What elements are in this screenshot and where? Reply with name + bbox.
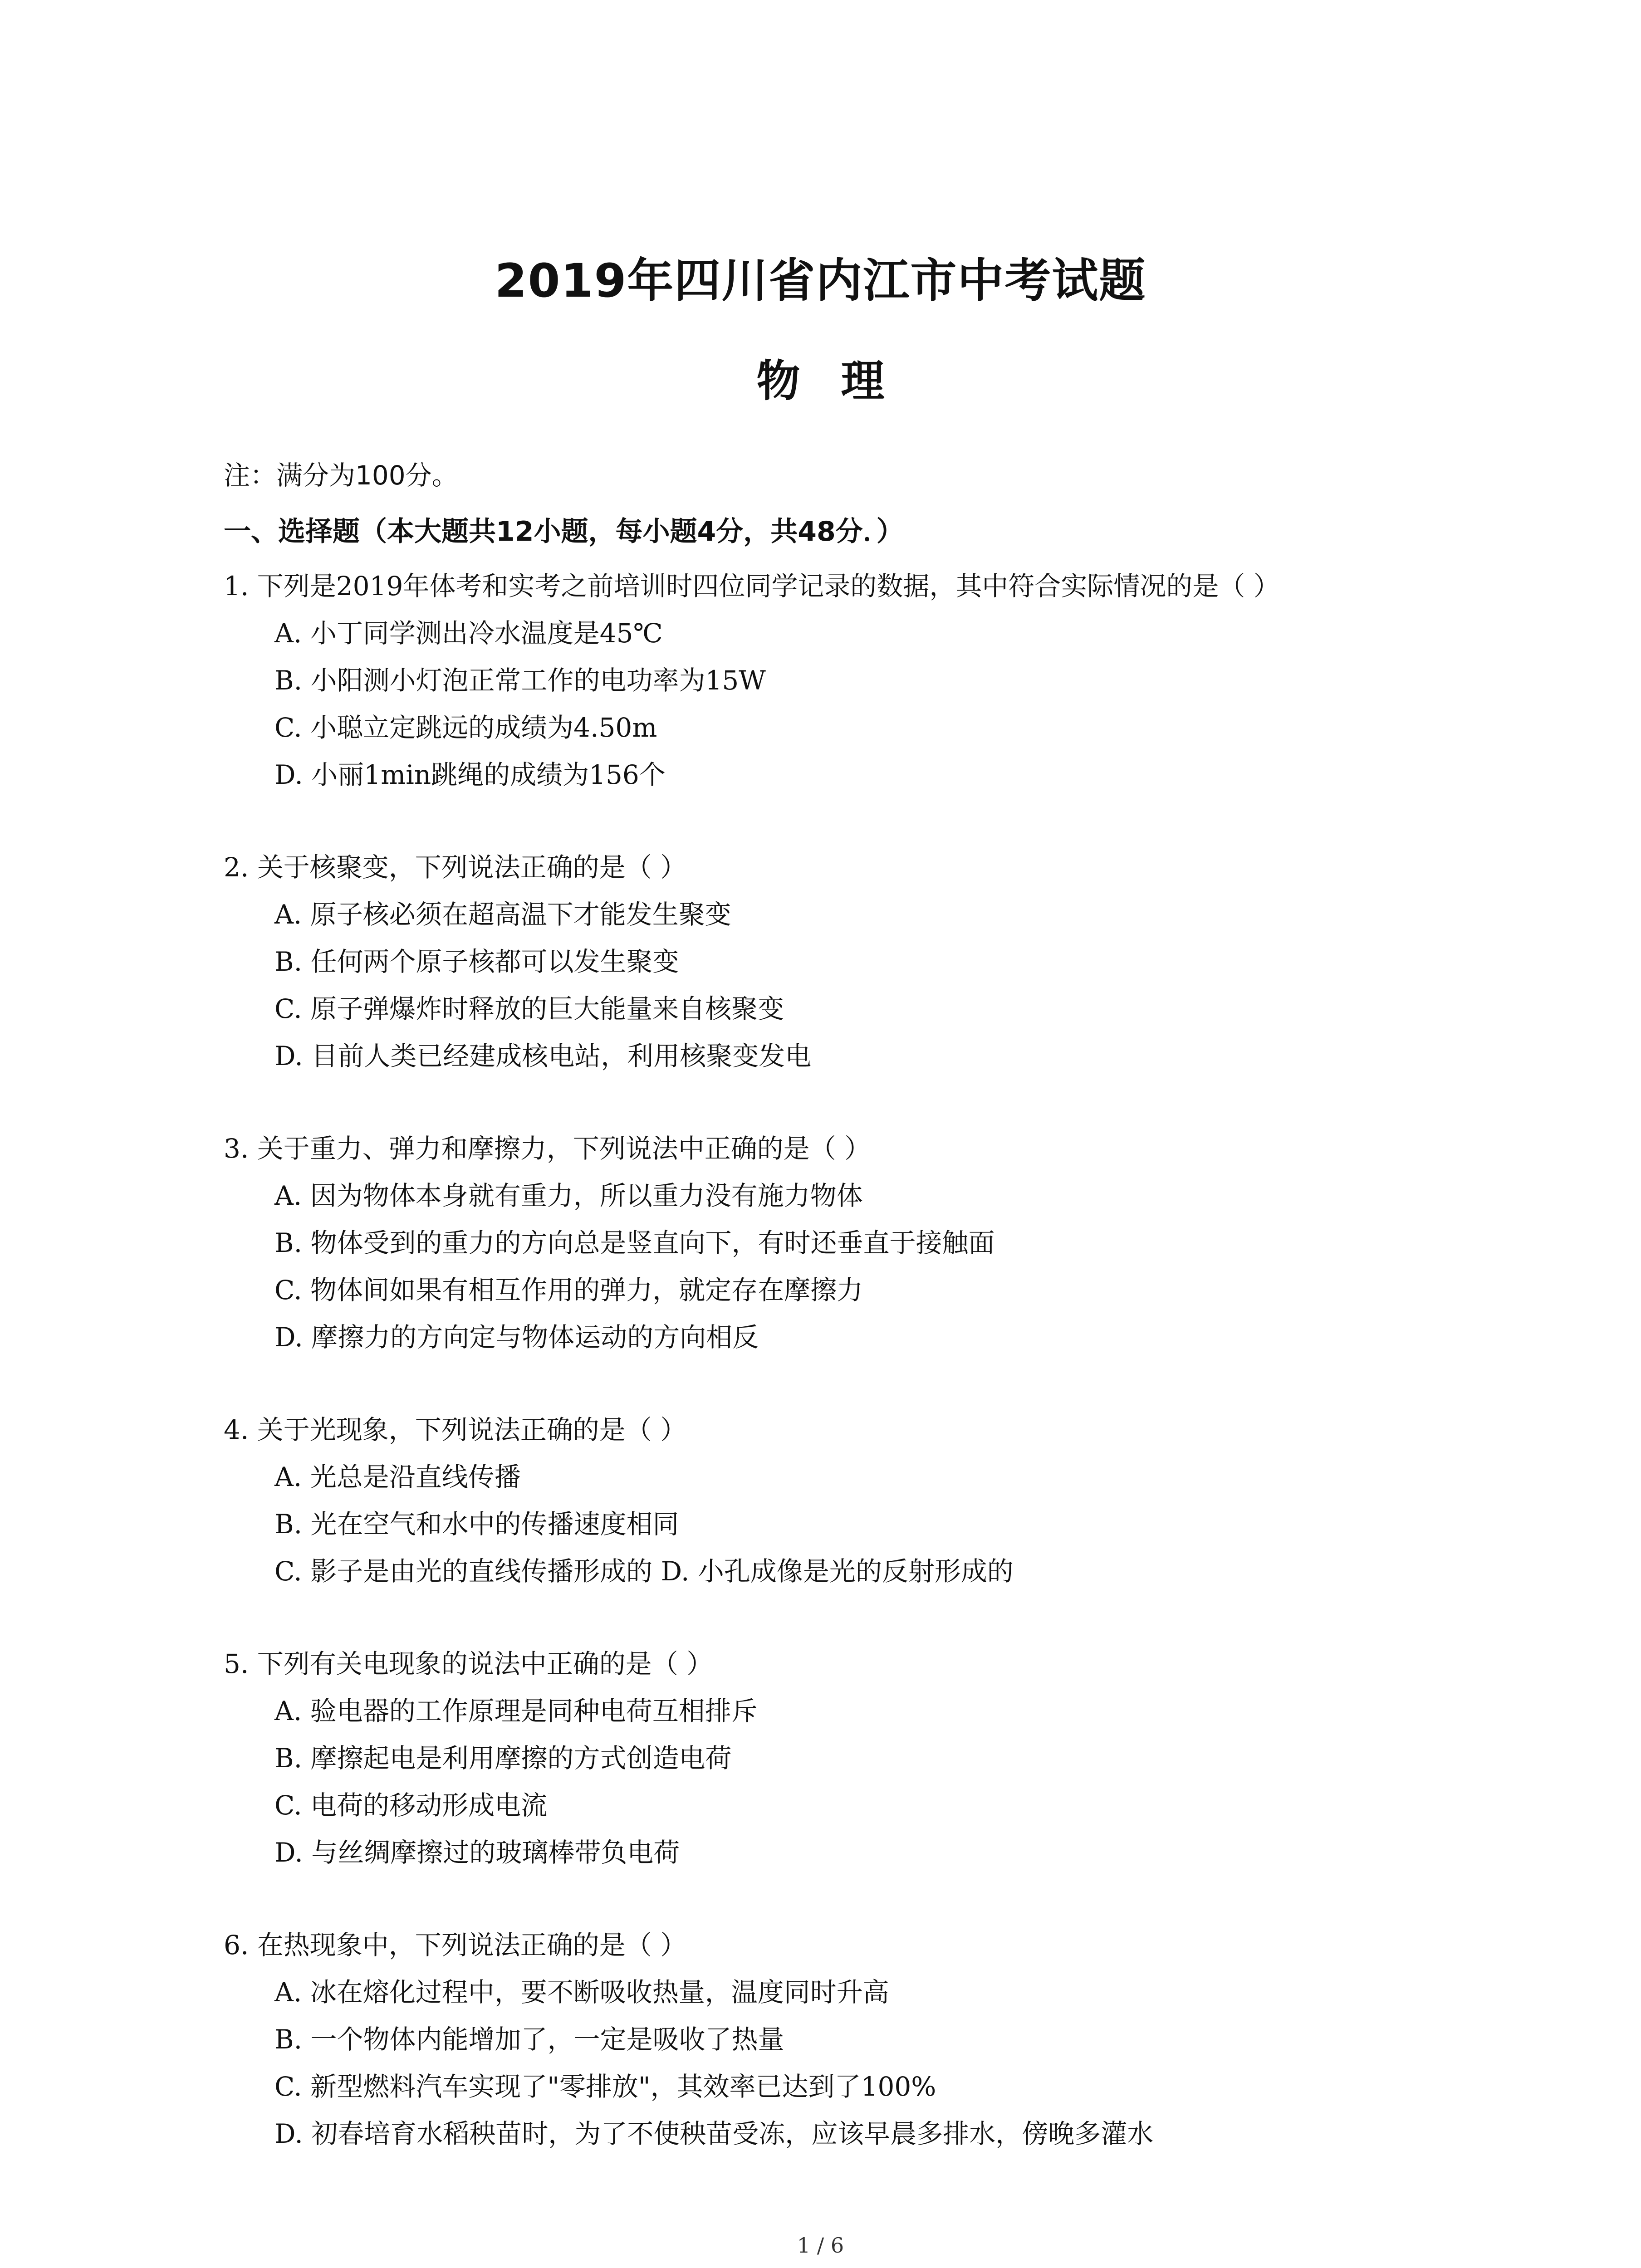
option-c: C. 电荷的移动形成电流 xyxy=(274,1790,548,1821)
section-heading: 一、选择题（本大题共12小题，每小题4分，共48分．） xyxy=(224,516,904,547)
option-c: C. 影子是由光的直线传播形成的 D. 小孔成像是光的反射形成的 xyxy=(274,1556,1014,1587)
option-d: D. 初春培育水稻秧苗时，为了不使秧苗受冻，应该早晨多排水，傍晚多灌水 xyxy=(274,2118,1154,2149)
option-d: D. 与丝绸摩擦过的玻璃棒带负电荷 xyxy=(274,1837,680,1868)
option-a: A. 冰在熔化过程中，要不断吸收热量，温度同时升高 xyxy=(274,1977,889,2008)
question-4 xyxy=(224,1406,1449,1595)
option-b: B. 一个物体内能增加了，一定是吸收了热量 xyxy=(274,2024,784,2055)
option-a: A. 小丁同学测出冷水温度是45℃ xyxy=(274,618,663,649)
subject-title: 物理 xyxy=(756,356,926,406)
question-6 xyxy=(224,1921,1449,2157)
option-a: A. 验电器的工作原理是同种电荷互相排斥 xyxy=(274,1696,758,1726)
page-number: 1 / 6 xyxy=(797,2233,844,2258)
question-list xyxy=(224,562,1449,2203)
option-b: B. 光在空气和水中的传播速度相同 xyxy=(274,1509,679,1540)
option-c: C. 物体间如果有相互作用的弹力，就定存在摩擦力 xyxy=(274,1275,863,1305)
option-b: B. 物体受到的重力的方向总是竖直向下，有时还垂直于接触面 xyxy=(274,1227,995,1258)
option-a: A. 光总是沿直线传播 xyxy=(274,1461,521,1492)
option-c: C. 小聪立定跳远的成绩为4.50m xyxy=(274,712,657,743)
question-stem: 4. 关于光现象，下列说法正确的是（ ） xyxy=(224,1414,687,1445)
option-c: C. 原子弹爆炸时释放的巨大能量来自核聚变 xyxy=(274,993,784,1024)
option-a: A. 因为物体本身就有重力，所以重力没有施力物体 xyxy=(274,1180,863,1211)
option-b: B. 摩擦起电是利用摩擦的方式创造电荷 xyxy=(274,1743,732,1774)
document-title: 2019年四川省内江市中考试题 xyxy=(495,254,1146,308)
question-2 xyxy=(224,844,1449,1080)
question-stem: 2. 关于核聚变，下列说法正确的是（ ） xyxy=(224,852,687,883)
option-c: C. 新型燃料汽车实现了"零排放"，其效率已达到了100% xyxy=(274,2071,936,2102)
question-1 xyxy=(224,562,1449,798)
score-note: 注：满分为100分。 xyxy=(224,460,458,491)
option-d: D. 目前人类已经建成核电站，利用核聚变发电 xyxy=(274,1041,812,1071)
option-a: A. 原子核必须在超高温下才能发生聚变 xyxy=(274,899,731,930)
option-d: D. 摩擦力的方向定与物体运动的方向相反 xyxy=(274,1322,759,1353)
question-stem: 3. 关于重力、弹力和摩擦力，下列说法中正确的是（ ） xyxy=(224,1133,871,1164)
option-b: B. 任何两个原子核都可以发生聚变 xyxy=(274,946,679,977)
question-stem: 6. 在热现象中，下列说法正确的是（ ） xyxy=(224,1930,687,1960)
question-5 xyxy=(224,1640,1449,1876)
question-stem: 1. 下列是2019年体考和实考之前培训时四位同学记录的数据，其中符合实际情况的是（ ） xyxy=(224,571,1280,601)
option-d: D. 小丽1min跳绳的成绩为156个 xyxy=(274,759,666,790)
option-b: B. 小阳测小灯泡正常工作的电功率为15W xyxy=(274,665,766,696)
question-stem: 5. 下列有关电现象的说法中正确的是（ ） xyxy=(224,1648,713,1679)
question-3 xyxy=(224,1125,1449,1361)
